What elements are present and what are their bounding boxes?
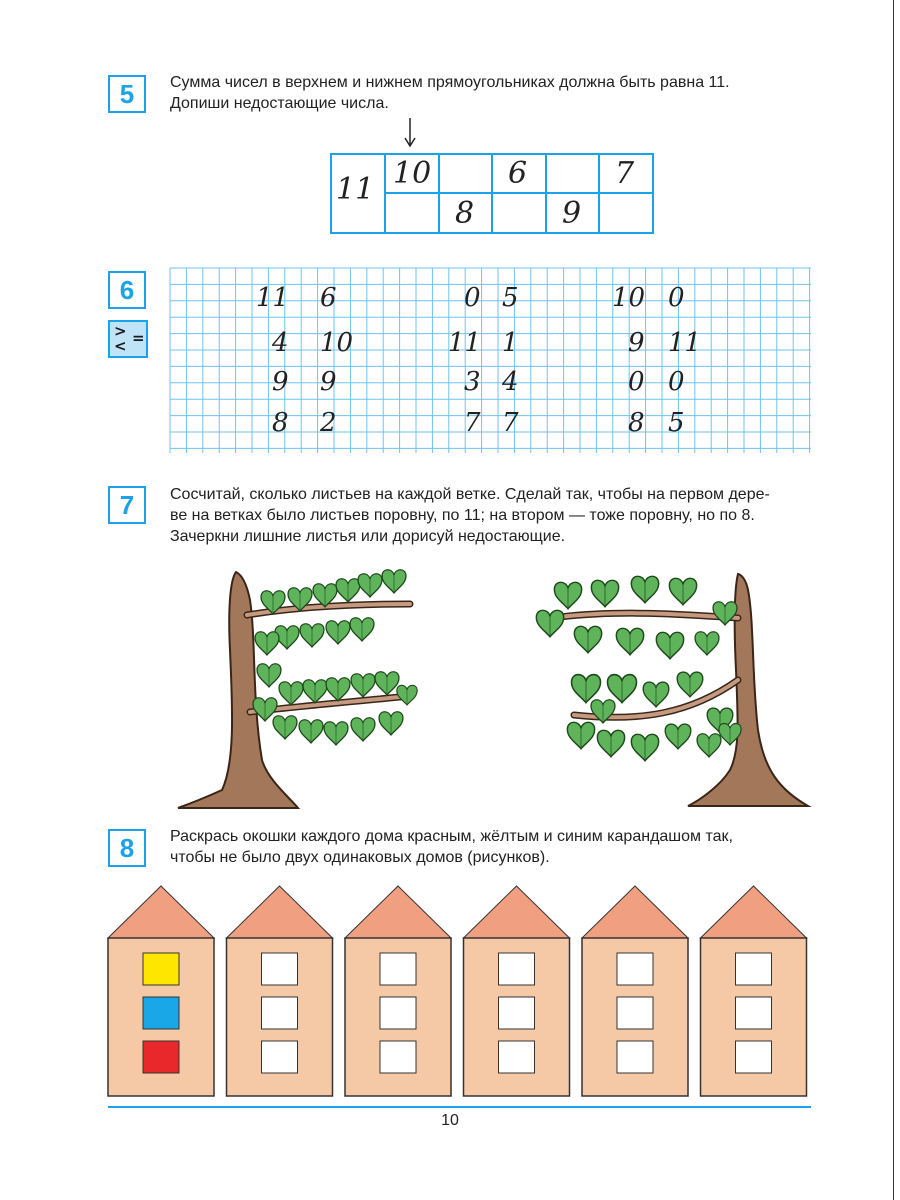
house-window[interactable] (617, 997, 653, 1029)
comparison-number: 10 (612, 283, 646, 313)
comparison-number: 10 (320, 328, 354, 358)
comparison-number: 9 (272, 367, 289, 397)
house-window[interactable] (262, 997, 298, 1029)
comparison-number: 8 (628, 408, 645, 438)
comparison-number: 11 (256, 283, 290, 313)
house-roof (582, 886, 688, 938)
comparison-number: 0 (464, 283, 481, 313)
house-window[interactable] (143, 953, 179, 985)
task-6-number: 6 (108, 271, 146, 309)
comparison-number: 3 (464, 367, 481, 397)
task-5-top-cell: 6 (508, 156, 528, 191)
comparison-number: 4 (502, 367, 519, 397)
house-window[interactable] (380, 997, 416, 1029)
less-than-sign: < (114, 337, 127, 355)
comparison-number: 0 (668, 283, 685, 313)
comparison-number: 6 (320, 283, 337, 313)
house-window[interactable] (499, 1041, 535, 1073)
comparison-number: 1 (502, 328, 519, 358)
task-7-text-line: ве на ветках было листьев поровну, по 11; на втором — тоже поровну, но по 8. (170, 507, 755, 524)
comparison-number: 11 (448, 328, 482, 358)
house-roof (108, 886, 214, 938)
comparison-number: 7 (464, 408, 481, 438)
house (701, 886, 807, 1096)
task-5-text-line: Допиши недостающие числа. (170, 95, 389, 112)
equals-sign: = (132, 329, 145, 347)
house-window[interactable] (617, 1041, 653, 1073)
house-window[interactable] (380, 953, 416, 985)
house-window[interactable] (143, 1041, 179, 1073)
task-5-text-line: Сумма чисел в верхнем и нижнем прямоугольниках должна быть равна 11. (170, 74, 730, 91)
footer-divider (108, 1106, 811, 1108)
greater-than-sign: > (114, 322, 127, 340)
comparison-number: 9 (320, 367, 337, 397)
task-5-bottom-cell: 9 (562, 196, 582, 231)
task-5-total: 11 (336, 172, 375, 207)
house-window[interactable] (262, 1041, 298, 1073)
house-window[interactable] (380, 1041, 416, 1073)
comparison-number: 7 (502, 408, 519, 438)
house-window[interactable] (262, 953, 298, 985)
comparison-number: 8 (272, 408, 289, 438)
comparison-number: 9 (628, 328, 645, 358)
comparison-number: 0 (668, 367, 685, 397)
house (108, 886, 214, 1096)
page-number: 10 (441, 1112, 459, 1129)
comparison-number: 5 (502, 283, 519, 313)
comparison-number: 5 (668, 408, 685, 438)
house-window[interactable] (736, 997, 772, 1029)
task-7-number: 7 (108, 486, 146, 524)
house (345, 886, 451, 1096)
house-roof (227, 886, 333, 938)
house (582, 886, 688, 1096)
house-window[interactable] (617, 953, 653, 985)
house (464, 886, 570, 1096)
task-8-text-line: Раскрась окошки каждого дома красным, жёлтым и синим карандашом так, (170, 828, 733, 845)
comparison-number: 11 (668, 328, 702, 358)
task-8-number: 8 (108, 829, 146, 867)
comparison-number: 0 (628, 367, 645, 397)
house (227, 886, 333, 1096)
task-7-text-line: Сосчитай, сколько листьев на каждой ветке. Сделай так, чтобы на первом дере- (170, 486, 770, 503)
house-roof (345, 886, 451, 938)
house-window[interactable] (499, 953, 535, 985)
house-roof (464, 886, 570, 938)
house-window[interactable] (499, 997, 535, 1029)
task-8-text-line: чтобы не было двух одинаковых домов (рисунков). (170, 849, 550, 866)
house-roof (701, 886, 807, 938)
task-7-text-line: Зачеркни лишние листья или дорисуй недостающие. (170, 528, 566, 545)
task-5-top-cell: 7 (615, 156, 635, 191)
house-window[interactable] (143, 997, 179, 1029)
comparison-number: 2 (320, 408, 337, 438)
house-window[interactable] (736, 953, 772, 985)
task-5-top-cell: 10 (393, 156, 432, 191)
comparison-number: 4 (272, 328, 289, 358)
task-5-bottom-cell: 8 (455, 196, 475, 231)
house-window[interactable] (736, 1041, 772, 1073)
task-5-number: 5 (108, 75, 146, 113)
